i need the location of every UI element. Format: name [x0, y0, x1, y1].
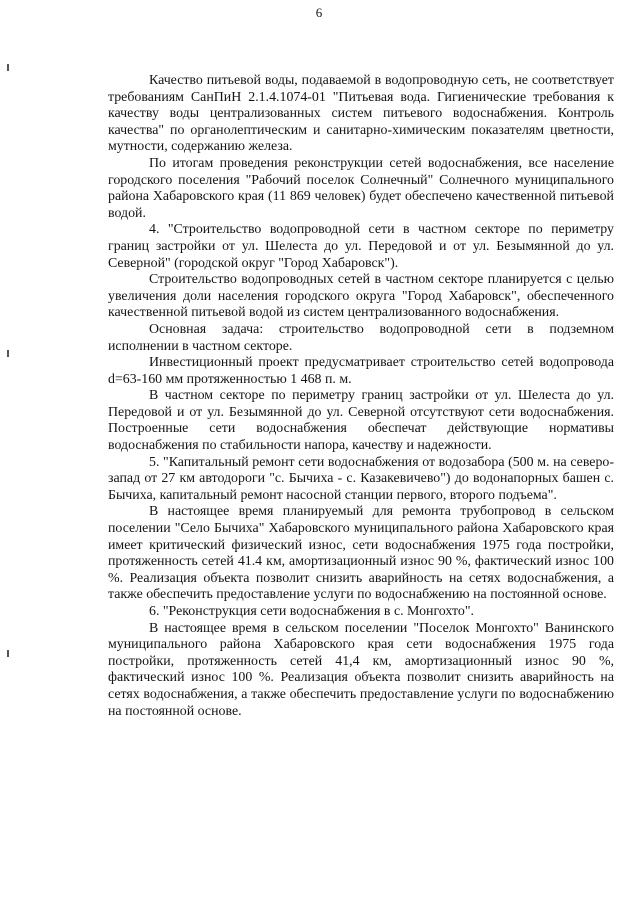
margin-mark — [7, 650, 9, 657]
document-body — [108, 73, 614, 720]
paragraph-item-5-title: 5. "Капитальный ремонт сети водоснабжения от водозабора (500 м. на северо-запад от 27 км автодороги "с. Бычиха - с. Казакевичево") до водонапорных башен с. Бычиха, капитальный ремонт насосной станции первого, второго подъема". — [108, 454, 614, 503]
paragraph-main-task: Основная задача: строительство водопроводной сети в подземном исполнении в частном секторе. — [108, 321, 614, 354]
paragraph-private-sector: В частном секторе по периметру границ застройки от ул. Шелеста до ул. Передовой и от ул. Безымянной до ул. Северной отсутствуют сети водоснабжения. Построенные сети водоснабжения обеспечат действующие нормативы водоснабжения по стабильности напора, качеству и надежности. — [108, 388, 614, 454]
paragraph-solnechny-results: По итогам проведения реконструкции сетей водоснабжения, все население городского поселения "Рабочий поселок Солнечный" Солнечного муниципального района Хабаровского края (11 869 человек) будет обеспечено качественной питьевой водой. — [108, 155, 614, 221]
margin-mark — [7, 64, 9, 71]
paragraph-mongokhto-details: В настоящее время в сельском поселении "Поселок Монгохто" Ванинского муниципального района Хабаровского края сети водоснабжения 1975 года постройки, протяженность сетей 41,4 км, амортизационный износ 90 %, фактический износ 100 %. Реализация объекта позволит снизить аварийность на сетях водоснабжения, а также обеспечить предоставление услуги по водоснабжению на постоянной основе. — [108, 620, 614, 719]
paragraph-water-quality: Качество питьевой воды, подаваемой в водопроводную сеть, не соответствует требованиям СанПиН 2.1.4.1074-01 "Питьевая вода. Гигиенические требования к качеству воды централизованных систем питьевого водоснабжения. Контроль качества" по органолептическим и санитарно-химическим показателям цветности, мутности, содержанию железа. — [108, 73, 614, 155]
margin-mark — [7, 350, 9, 357]
paragraph-investment-project: Инвестиционный проект предусматривает строительство сетей водопровода d=63-160 мм протяженностью 1 468 п. м. — [108, 355, 614, 387]
paragraph-bychikha-details: В настоящее время планируемый для ремонта трубопровод в сельском поселении "Село Бычиха" Хабаровского муниципального района Хабаровского края имеет критический физический износ, сети водоснабжения 1975 года постройки, протяженность сетей 41.4 км, амортизационный износ 90 %, фактический износ 100 %. Реализация объекта позволит снизить аварийность на сетях водоснабжения, а также обеспечить предоставление услуги по водоснабжению на постоянной основе. — [108, 504, 614, 603]
paragraph-khabarovsk-purpose: Строительство водопроводных сетей в частном секторе планируется с целью увеличения доли населения городского округа "Город Хабаровск", обеспеченного качественной питьевой водой из систем централизованного водоснабжения. — [108, 272, 614, 321]
page-number: 6 — [315, 5, 323, 20]
paragraph-item-4-title: 4. "Строительство водопроводной сети в частном секторе по периметру границ застройки от ул. Шелеста до ул. Передовой и от ул. Безымянной до ул. Северной" (городской округ "Город Хабаровск"). — [108, 222, 614, 271]
paragraph-item-6-title: 6. "Реконструкция сети водоснабжения в с. Монгохто". — [149, 604, 474, 619]
